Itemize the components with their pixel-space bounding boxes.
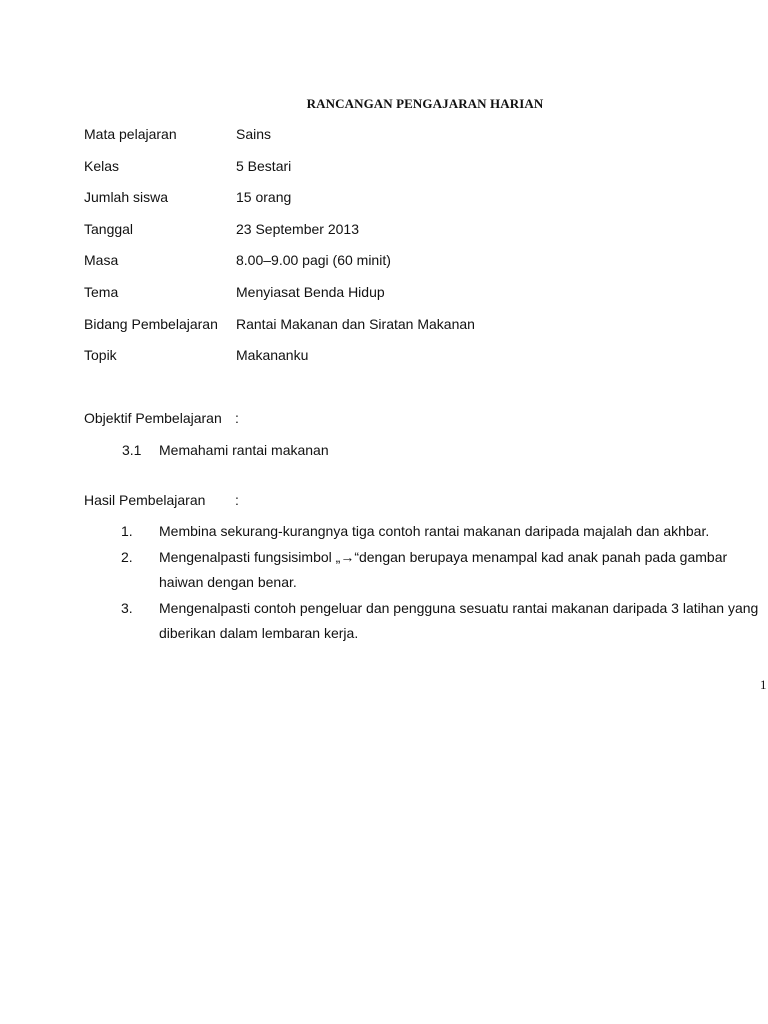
document-title: RANCANGAN PENGAJARAN HARIAN	[306, 96, 544, 111]
info-value: 23 September 2013	[236, 221, 359, 237]
outcome-number: 1.	[121, 523, 133, 539]
info-value: 15 orang	[236, 189, 292, 205]
info-label: Jumlah siswa	[84, 189, 169, 205]
info-label: Mata pelajaran	[84, 126, 177, 142]
info-value: Sains	[236, 126, 272, 142]
info-value: Rantai Makanan dan Siratan Makanan	[236, 316, 475, 332]
objective-text: Memahami rantai makanan	[159, 442, 329, 458]
objective-number: 3.1	[122, 442, 142, 458]
page-number: 1	[760, 677, 767, 692]
info-label: Tanggal	[84, 221, 134, 237]
outcomes-colon: :	[235, 492, 239, 508]
info-label: Masa	[84, 252, 119, 268]
info-label: Tema	[84, 284, 119, 300]
info-value: Makananku	[236, 347, 309, 363]
outcome-text: Membina sekurang-kurangnya tiga contoh rantai makanan daripada majalah dan akhbar.	[159, 523, 710, 539]
info-value: Menyiasat Benda Hidup	[236, 284, 385, 300]
outcome-text: Mengenalpasti fungsisimbol „→“dengan berupaya menampal kad anak panah pada gambar haiwan dengan benar.	[159, 549, 728, 590]
outcome-number: 2.	[121, 549, 133, 565]
info-value: 8.00–9.00 pagi (60 minit)	[236, 252, 391, 268]
info-label: Bidang Pembelajaran	[84, 316, 218, 332]
objectives-colon: :	[235, 410, 239, 426]
outcomes-heading: Hasil Pembelajaran	[84, 492, 206, 508]
info-label: Kelas	[84, 158, 120, 174]
objectives-heading: Objektif Pembelajaran	[84, 410, 222, 426]
outcome-number: 3.	[121, 600, 133, 616]
info-label: Topik	[84, 347, 117, 363]
info-value: 5 Bestari	[236, 158, 292, 174]
outcome-text: Mengenalpasti contoh pengeluar dan pengguna sesuatu rantai makanan daripada 3 latihan yang diberikan dalam lembaran kerja.	[159, 600, 759, 641]
